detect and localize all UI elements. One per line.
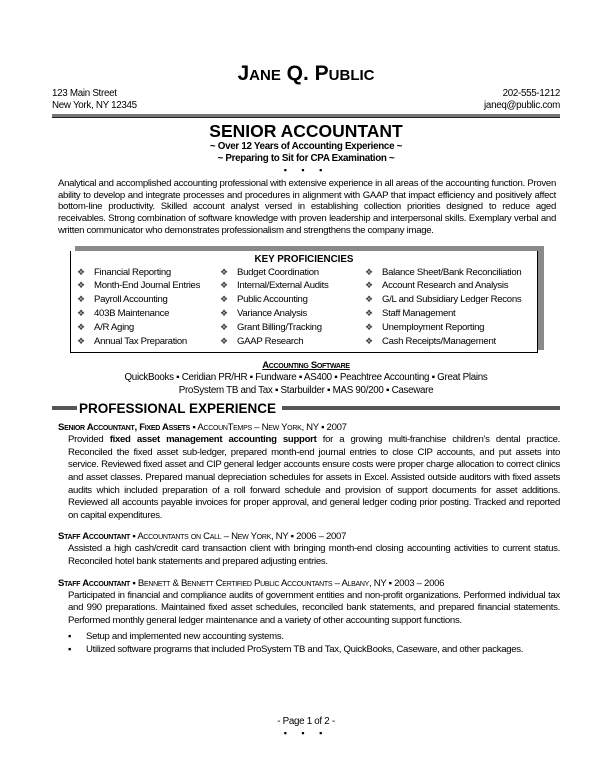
summary-line: Analytical and accomplished accounting professional with extensive experience in all areas of the accounting function. bbox=[58, 178, 525, 189]
proficiency-label: Unemployment Reporting bbox=[382, 321, 485, 333]
proficiency-item bbox=[220, 335, 365, 349]
proficiency-item bbox=[77, 321, 220, 335]
contact bbox=[484, 88, 560, 112]
diamond-bullet-icon: ❖ bbox=[77, 266, 85, 277]
proficiency-label: A/R Aging bbox=[94, 321, 134, 333]
proficiency-item bbox=[77, 293, 220, 307]
text: Provided bbox=[68, 434, 110, 446]
summary-line: reduce aged receivables. Strong combination of software knowledge with proven leadership and interpersonal skills. bbox=[58, 201, 556, 225]
proficiency-label: Account Research and Analysis bbox=[382, 280, 509, 292]
footer bbox=[52, 715, 560, 739]
diamond-bullet-icon: ❖ bbox=[77, 280, 85, 291]
proficiency-item bbox=[220, 321, 365, 335]
diamond-bullet-icon: ❖ bbox=[220, 321, 228, 332]
job-title: SENIOR ACCOUNTANT bbox=[209, 121, 403, 141]
proficiency-item bbox=[77, 307, 220, 321]
proficiency-item bbox=[365, 266, 521, 280]
proficiency-label: Staff Management bbox=[382, 307, 456, 319]
contact-row bbox=[52, 88, 560, 112]
proficiency-item bbox=[220, 266, 365, 280]
proficiency-label: Variance Analysis bbox=[237, 307, 307, 319]
proficiency-item bbox=[77, 335, 220, 349]
section-title: PROFESSIONAL EXPERIENCE bbox=[79, 400, 277, 416]
proficiency-item bbox=[365, 335, 521, 349]
proficiency-item bbox=[220, 279, 365, 293]
diamond-bullet-icon: ❖ bbox=[365, 280, 373, 291]
diamond-bullet-icon: ❖ bbox=[220, 266, 228, 277]
job-employer: ▪ Bennett & Bennett Certified Public Accountants – Albany, NY ▪ 2003 – 2006 bbox=[130, 577, 445, 589]
proficiencies-section bbox=[70, 246, 544, 354]
proficiency-item bbox=[365, 321, 521, 335]
proficiency-item bbox=[365, 279, 521, 293]
proficiency-item bbox=[220, 293, 365, 307]
bullet-text: Utilized software programs that included ProSystem TB and Tax, QuickBooks, Caseware, and other packages. bbox=[86, 644, 524, 656]
header-rule bbox=[52, 114, 560, 118]
footer-dots: ▪ ▪ ▪ bbox=[283, 728, 329, 738]
diamond-bullet-icon: ❖ bbox=[77, 307, 85, 318]
diamond-bullet-icon: ❖ bbox=[220, 280, 228, 291]
bullet-text: Setup and implemented new accounting systems. bbox=[86, 631, 284, 643]
proficiency-item bbox=[220, 307, 365, 321]
proficiency-label: Internal/External Audits bbox=[237, 280, 329, 292]
job-position: Staff Accountant bbox=[58, 577, 131, 589]
page-number: - Page 1 of 2 - bbox=[277, 716, 335, 727]
software-heading: Accounting Software bbox=[262, 360, 350, 372]
software-list: QuickBooks ▪ Ceridian PR/HR ▪ Fundware ▪ AS400 ▪ Peachtree Accounting ▪ Great Plains bbox=[124, 372, 488, 384]
diamond-bullet-icon: ❖ bbox=[220, 307, 228, 318]
proficiency-label: Financial Reporting bbox=[94, 266, 171, 278]
proficiencies-heading: KEY PROFICIENCIES bbox=[254, 253, 354, 265]
proficiency-column bbox=[365, 266, 521, 349]
diamond-bullet-icon: ❖ bbox=[220, 335, 228, 346]
diamond-bullet-icon: ❖ bbox=[77, 321, 85, 332]
proficiency-label: G/L and Subsidiary Ledger Recons bbox=[382, 294, 522, 306]
list-item bbox=[68, 643, 560, 656]
job-description: Participated in financial and compliance audits of government entities and non-profit organizations. Performed individual tax and 990 preparations. Maintained fixed asset schedules, reconciled bank statements, and prepared financial statements. Performed monthly general ledger maintenance and a variety of other accounting support functions. bbox=[68, 589, 560, 626]
summary-line: positively affect bottom-line productivity. Skilled account analyst versed in establishing collection priorities designed to bbox=[58, 189, 556, 213]
proficiency-item bbox=[77, 266, 220, 280]
proficiency-column bbox=[77, 266, 220, 349]
diamond-bullet-icon: ❖ bbox=[365, 335, 373, 346]
proficiency-label: 403B Maintenance bbox=[94, 307, 170, 319]
job-header bbox=[58, 578, 560, 590]
diamond-bullet-icon: ❖ bbox=[365, 266, 373, 277]
job-employer: ▪ Accountants on Call – New York, NY ▪ 2006 – 2007 bbox=[130, 531, 347, 543]
proficiency-label: Balance Sheet/Bank Reconciliation bbox=[382, 266, 522, 278]
text: for a growing multi-franchise children’s dental practice. Reconciled the fixed asset sub-ledger, prepared month-end journal entries to close CIP accounts, and put assets into service. Reviewed fixed asset and CIP general ledger accounts ensure costs were proper charge allocation to correct clinics and asset classes. Prepared manual depreciation schedules for assets in Excel. Assisted outside auditors with fixed assets audits which included preparation of a roll forward schedule and provision of support documents for asset additions. Reviewed all accounts payable invoices for proper approval, and general ledger coding prior posting. Tracked and reported on capital expenditures. bbox=[68, 434, 561, 521]
diamond-bullet-icon: ❖ bbox=[365, 307, 373, 318]
candidate-name: Jane Q. Public bbox=[237, 62, 375, 85]
proficiency-item bbox=[365, 307, 521, 321]
job-header bbox=[58, 531, 560, 543]
proficiency-label: Month-End Journal Entries bbox=[94, 280, 201, 292]
text-bold: fixed asset management accounting support bbox=[109, 434, 317, 446]
proficiency-item bbox=[77, 279, 220, 293]
proficiency-label: Cash Receipts/Management bbox=[382, 335, 496, 347]
software-list: ProSystem TB and Tax ▪ Starbuilder ▪ MAS 90/200 ▪ Caseware bbox=[178, 384, 434, 396]
job-description: Assisted a high cash/credit card transaction client with bringing month-end closing accounting activities to current status. Reconciled hotel bank statements and prepared adjusting entries. bbox=[68, 543, 560, 568]
email: janeq@public.com bbox=[484, 100, 560, 111]
rule bbox=[282, 406, 560, 410]
proficiency-label: GAAP Research bbox=[237, 335, 304, 347]
proficiency-label: Payroll Accounting bbox=[94, 294, 168, 306]
summary-line: Proven ability to develop and integrate processes and procedures in alignment with GAAP that impact efficiency and bbox=[58, 178, 556, 201]
job-position: Senior Accountant, Fixed Assets bbox=[58, 422, 191, 434]
address bbox=[52, 88, 137, 112]
address-line: New York, NY 12345 bbox=[52, 100, 137, 111]
proficiency-label: Grant Billing/Tracking bbox=[237, 321, 322, 333]
job-description bbox=[68, 434, 560, 522]
diamond-bullet-icon: ❖ bbox=[220, 294, 228, 305]
job-employer: ▪ AccounTemps – New York, NY ▪ 2007 bbox=[190, 422, 347, 434]
proficiency-columns bbox=[77, 266, 537, 349]
diamond-bullet-icon: ❖ bbox=[77, 335, 85, 346]
proficiency-label: Public Accounting bbox=[237, 294, 308, 306]
diamond-bullet-icon: ❖ bbox=[77, 294, 85, 305]
address-line: 123 Main Street bbox=[52, 88, 117, 99]
job-position: Staff Accountant bbox=[58, 531, 131, 543]
proficiencies-box bbox=[70, 251, 538, 354]
phone: 202-555-1212 bbox=[502, 88, 560, 99]
job-header bbox=[58, 422, 560, 434]
proficiency-label: Budget Coordination bbox=[237, 266, 319, 278]
diamond-bullet-icon: ❖ bbox=[365, 321, 373, 332]
proficiency-column bbox=[220, 266, 365, 349]
subtitle: ~ Preparing to Sit for CPA Examination ~ bbox=[217, 153, 395, 164]
list-item bbox=[68, 630, 560, 643]
diamond-bullet-icon: ❖ bbox=[365, 294, 373, 305]
bullet-list bbox=[68, 630, 560, 656]
summary-line: Exemplary verbal and written communicator who demonstrates professionalism and strengthens the company image. bbox=[58, 213, 556, 236]
proficiency-label: Annual Tax Preparation bbox=[94, 335, 187, 347]
rule bbox=[52, 406, 77, 410]
bullet-icon: ▪ bbox=[68, 644, 72, 656]
proficiency-item bbox=[365, 293, 521, 307]
bullet-icon: ▪ bbox=[68, 631, 72, 643]
section-header bbox=[52, 400, 560, 416]
divider-dots: ▪ ▪ ▪ bbox=[283, 165, 329, 175]
subtitle: ~ Over 12 Years of Accounting Experience ~ bbox=[209, 141, 403, 152]
summary bbox=[58, 178, 556, 237]
